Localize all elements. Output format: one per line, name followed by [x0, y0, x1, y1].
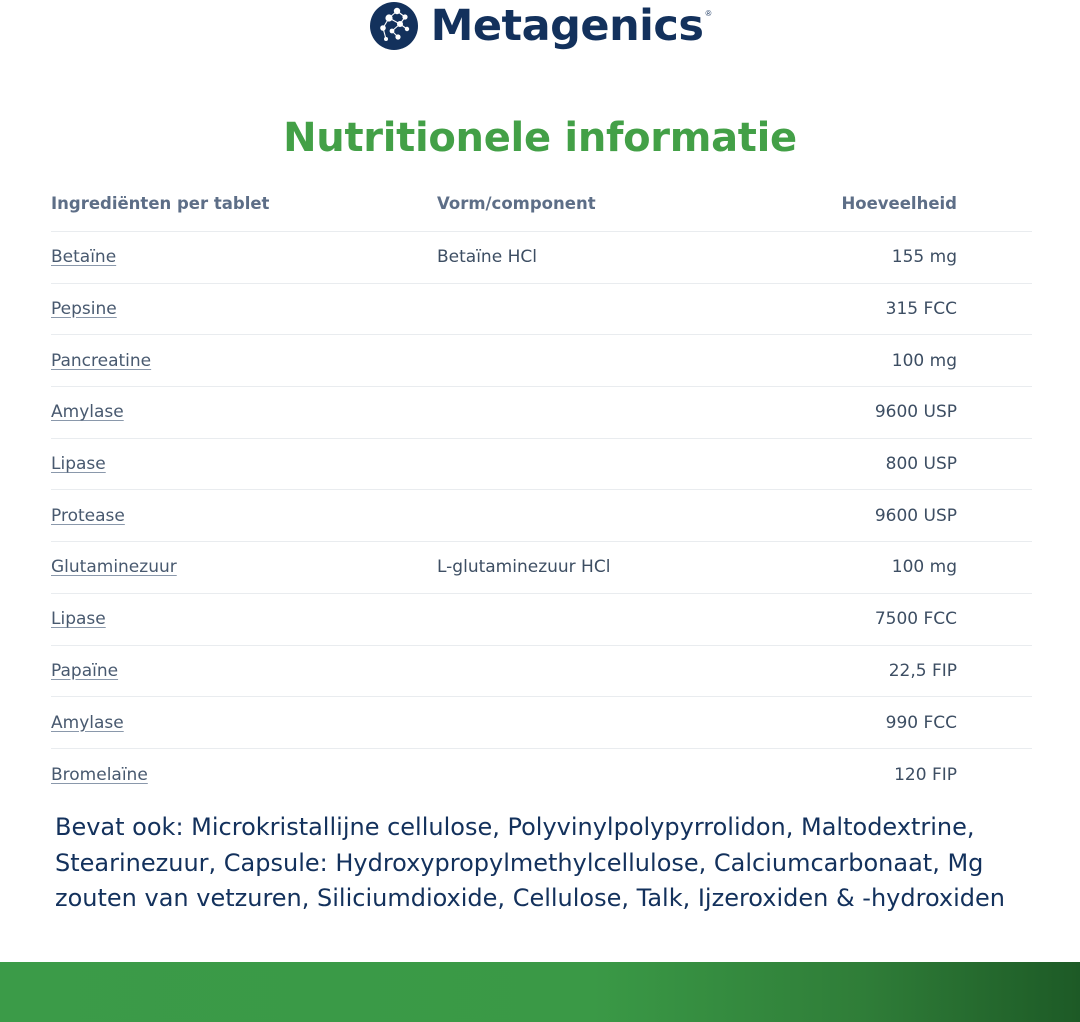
- ingredient-link[interactable]: Glutaminezuur: [51, 557, 177, 578]
- header-form: Vorm/component: [437, 194, 596, 213]
- brand-header: [0, 0, 1080, 60]
- amount-cell: 990 FCC: [885, 712, 957, 733]
- table-row: [51, 646, 1032, 698]
- ingredient-link[interactable]: Amylase: [51, 712, 124, 733]
- footer-band: [0, 962, 1080, 1022]
- molecule-logo-icon: [369, 1, 419, 51]
- amount-cell: 155 mg: [891, 247, 957, 268]
- header-ingredient: Ingrediënten per tablet: [51, 194, 270, 213]
- table-row: [51, 542, 1032, 594]
- table-row: [51, 697, 1032, 749]
- ingredient-link[interactable]: Bromelaïne: [51, 764, 148, 785]
- amount-cell: 9600 USP: [874, 505, 957, 526]
- table-row: [51, 232, 1032, 284]
- amount-cell: 7500 FCC: [874, 609, 957, 630]
- table-row: [51, 335, 1032, 387]
- table-row: [51, 439, 1032, 491]
- table-row: [51, 284, 1032, 336]
- ingredient-link[interactable]: Amylase: [51, 402, 124, 423]
- header-amount: Hoeveelheid: [841, 194, 957, 213]
- brand-name: Metagenics: [430, 1, 704, 51]
- brand-lockup[interactable]: [369, 1, 712, 51]
- table-row: [51, 594, 1032, 646]
- ingredient-link[interactable]: Pepsine: [51, 299, 117, 320]
- registered-mark: ®: [705, 9, 712, 18]
- table-row: [51, 749, 1032, 801]
- form-cell: Betaïne HCl: [437, 247, 537, 268]
- table-row: [51, 490, 1032, 542]
- page-title: Nutritionele informatie: [283, 115, 797, 161]
- amount-cell: 315 FCC: [885, 299, 957, 320]
- ingredient-link[interactable]: Protease: [51, 505, 125, 526]
- other-ingredients-text: Bevat ook: Microkristallijne cellulose, Polyvinylpolypyrrolidon, Maltodextrine, Stearinezuur, Capsule: Hydroxypropylmethylcellulose, Calciumcarbonaat, Mg zouten van vetzuren, Siliciumdioxide, Cellulose, Talk, Ijzeroxiden & -hydroxiden: [55, 813, 1005, 912]
- amount-cell: 120 FIP: [894, 764, 957, 785]
- table-header: [51, 172, 1032, 232]
- ingredient-link[interactable]: Lipase: [51, 609, 106, 630]
- amount-cell: 800 USP: [885, 454, 957, 475]
- ingredient-link[interactable]: Papaïne: [51, 660, 119, 681]
- ingredient-link[interactable]: Pancreatine: [51, 350, 152, 371]
- form-cell: L-glutaminezuur HCl: [437, 557, 611, 578]
- amount-cell: 100 mg: [891, 557, 957, 578]
- amount-cell: 9600 USP: [874, 402, 957, 423]
- ingredient-link[interactable]: Lipase: [51, 454, 106, 475]
- amount-cell: 22,5 FIP: [888, 660, 957, 681]
- amount-cell: 100 mg: [891, 350, 957, 371]
- table-row: [51, 387, 1032, 439]
- ingredient-link[interactable]: Betaïne: [51, 247, 117, 268]
- nutrition-table: [51, 172, 1032, 801]
